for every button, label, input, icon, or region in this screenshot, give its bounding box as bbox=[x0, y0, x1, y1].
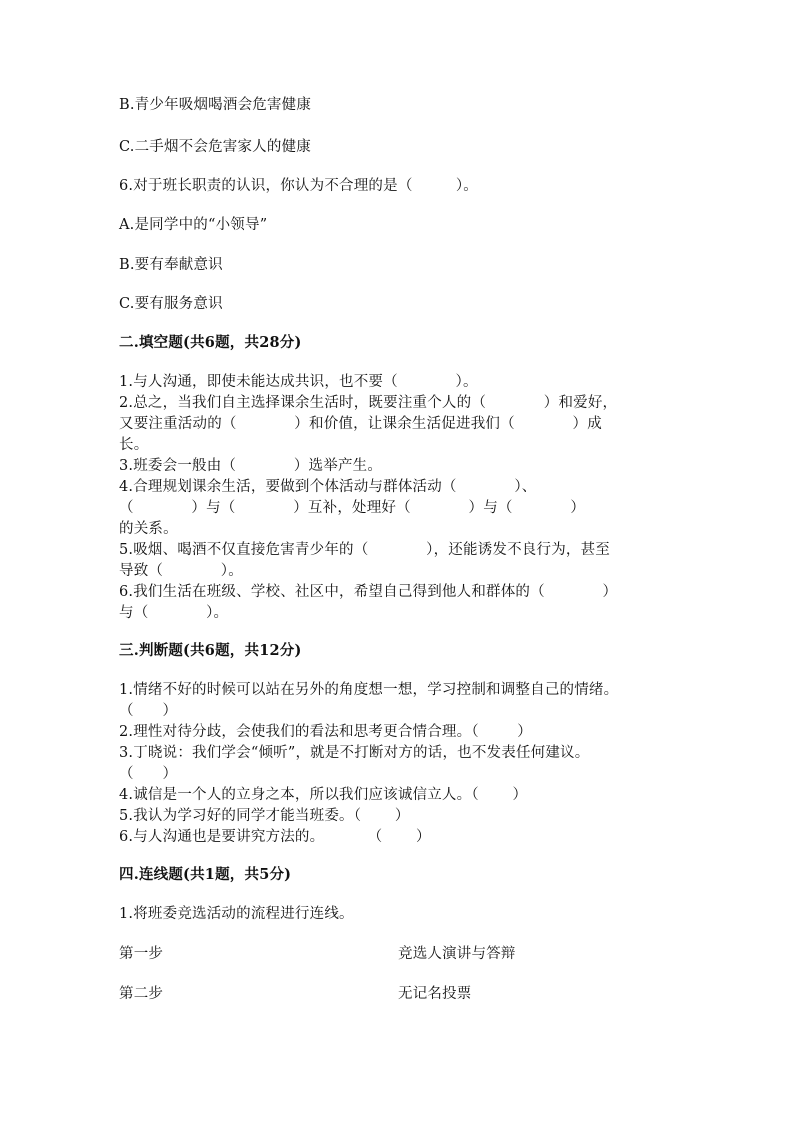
section3-line: 5.我认为学习好的同学才能当班委。（ ） bbox=[119, 808, 410, 824]
section2-line: 导致（ ）。 bbox=[119, 563, 243, 579]
section2-line: 5.吸烟、喝酒不仅直接危害青少年的（ ），还能诱发不良行为，甚至 bbox=[119, 542, 610, 558]
section2-line: 4.合理规划课余生活，要做到个体活动与群体活动（ ）、 bbox=[119, 479, 537, 495]
section2-line: 又要注重活动的（ ）和价值，让课余生活促进我们（ ）成 bbox=[119, 416, 602, 432]
section2-line: 1.与人沟通，即使未能达成共识，也不要（ ）。 bbox=[119, 374, 478, 390]
section3-line: （ ） bbox=[119, 703, 178, 719]
section3-line: 3.丁晓说：我们学会“倾听”，就是不打断对方的话，也不发表任何建议。 bbox=[119, 745, 590, 761]
section2-line: 6.我们生活在班级、学校、社区中，希望自己得到他人和群体的（ ） bbox=[119, 584, 618, 600]
section3-heading: 三.判断题(共6题，共12分) bbox=[119, 642, 302, 659]
section2-line: 的关系。 bbox=[119, 521, 178, 537]
section2-line: （ ）与（ ）互补，处理好（ ）与（ ） bbox=[119, 500, 586, 516]
section3-line: 4.诚信是一个人的立身之本，所以我们应该诚信立人。（ ） bbox=[119, 787, 528, 803]
section2-line: 长。 bbox=[119, 437, 149, 453]
section3-line: （ ） bbox=[119, 766, 178, 782]
section2-line: 2.总之，当我们自主选择课余生活时，既要注重个人的（ ）和爱好， bbox=[119, 395, 618, 411]
section2-line: 3.班委会一般由（ ）选举产生。 bbox=[119, 458, 383, 474]
section3-line: 6.与人沟通也是要讲究方法的。 （ ） bbox=[119, 829, 431, 845]
section3-line: 1.情绪不好的时候可以站在另外的角度想一想，学习控制和调整自己的情绪。 bbox=[119, 682, 619, 698]
q5-option-b: B.青少年吸烟喝酒会危害健康 bbox=[119, 97, 312, 113]
section2-heading: 二.填空题(共6题，共28分) bbox=[119, 334, 302, 351]
match-left-item: 第一步 bbox=[119, 946, 164, 962]
match-left-item: 第二步 bbox=[119, 986, 164, 1002]
match-right-item: 竞选人演讲与答辩 bbox=[398, 946, 516, 962]
q5-option-c: C.二手烟不会危害家人的健康 bbox=[119, 139, 311, 155]
section4-question: 1.将班委竞选活动的流程进行连线。 bbox=[119, 906, 354, 922]
q6-option-b: B.要有奉献意识 bbox=[119, 257, 223, 273]
section3-line: 2.理性对待分歧，会使我们的看法和思考更合情合理。（ ） bbox=[119, 724, 532, 740]
q6-option-a: A.是同学中的“小领导” bbox=[119, 217, 268, 233]
section2-line: 与（ ）。 bbox=[119, 605, 229, 621]
section4-heading: 四.连线题(共1题，共5分) bbox=[119, 866, 292, 883]
match-right-item: 无记名投票 bbox=[398, 986, 472, 1002]
q6-option-c: C.要有服务意识 bbox=[119, 296, 223, 312]
q6-stem: 6.对于班长职责的认识，你认为不合理的是（ ）。 bbox=[119, 178, 478, 194]
